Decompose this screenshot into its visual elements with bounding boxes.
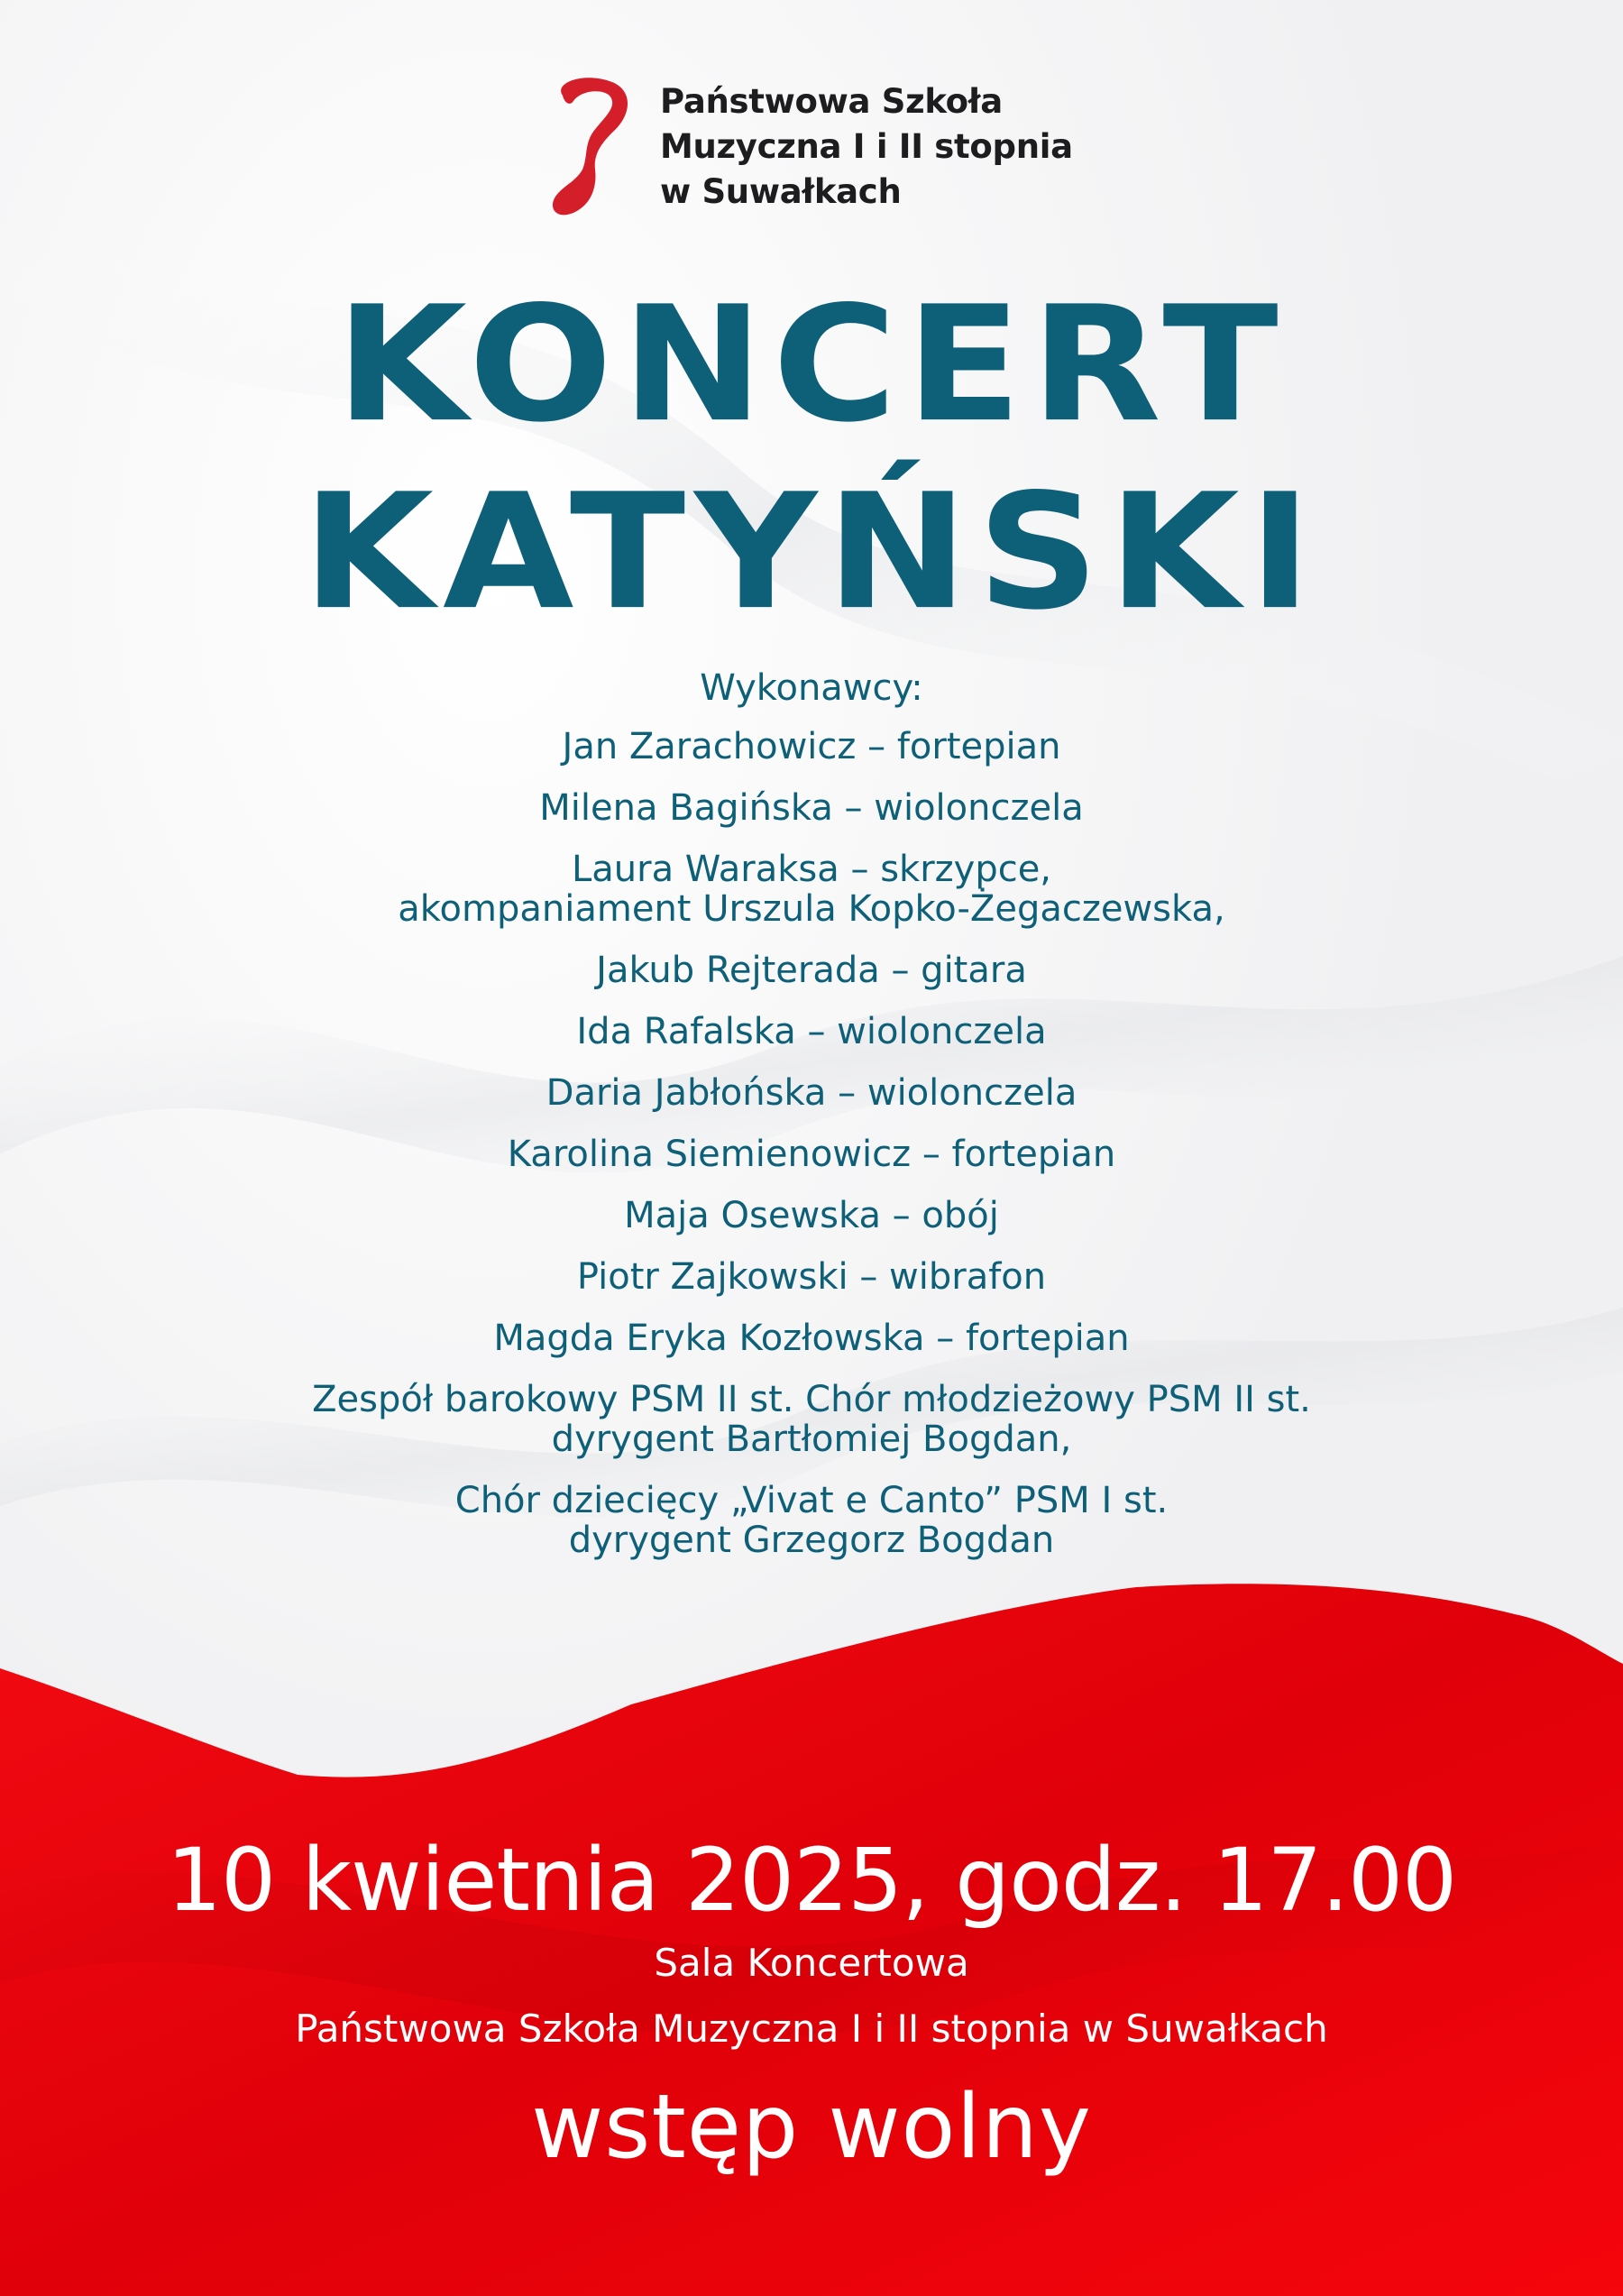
performer-line: Karolina Siemienowicz – fortepian — [507, 1134, 1116, 1175]
school-name-line: Muzyczna I i II stopnia — [660, 127, 1073, 166]
performer-line: Zespół barokowy PSM II st. Chór młodzieżowy PSM II st. — [312, 1379, 1311, 1420]
concert-title-line-2: KATYŃSKI — [302, 459, 1321, 646]
school-name — [660, 79, 1073, 215]
performer-line: Ida Rafalska – wiolonczela — [576, 1011, 1047, 1052]
performers-list — [0, 666, 1623, 1582]
performer-line: Milena Bagińska – wiolonczela — [539, 787, 1084, 829]
performer-line: akompaniament Urszula Kopko-Żegaczewska, — [398, 888, 1225, 930]
performer-item — [0, 1380, 1623, 1459]
performer-line: dyrygent Bartłomiej Bogdan, — [551, 1419, 1072, 1460]
performer-line: dyrygent Grzegorz Bogdan — [568, 1520, 1055, 1561]
performer-item — [0, 1073, 1623, 1113]
music-note-icon — [546, 76, 633, 216]
event-school: Państwowa Szkoła Muzyczna I i II stopnia w Suwałkach — [295, 2007, 1328, 2051]
performer-line: Magda Eryka Kozłowska – fortepian — [493, 1318, 1130, 1359]
admission-note: wstęp wolny — [531, 2076, 1092, 2179]
performer-item — [0, 850, 1623, 929]
performer-line: Daria Jabłońska – wiolonczela — [546, 1072, 1077, 1114]
performer-item — [0, 1012, 1623, 1052]
concert-title-line-1: KONCERT — [335, 271, 1288, 458]
school-name-line: w Suwałkach — [660, 172, 902, 211]
performer-item — [0, 727, 1623, 767]
performer-line: Maja Osewska – obój — [624, 1195, 999, 1236]
performer-item — [0, 1196, 1623, 1235]
performers-heading: Wykonawcy: — [700, 667, 923, 709]
performer-item — [0, 788, 1623, 828]
event-date: 10 kwietnia 2025, godz. 17.00 — [166, 1830, 1457, 1931]
event-venue: Sala Koncertowa — [654, 1941, 969, 1985]
performer-item — [0, 951, 1623, 990]
performer-line: Chór dziecięcy „Vivat e Canto” PSM I st. — [454, 1480, 1169, 1521]
performer-item — [0, 1257, 1623, 1297]
performer-line: Jan Zarachowicz – fortepian — [562, 726, 1061, 767]
school-logo — [546, 76, 1087, 220]
performer-item — [0, 1134, 1623, 1174]
performer-item — [0, 1481, 1623, 1560]
performer-line: Piotr Zajkowski – wibrafon — [576, 1256, 1047, 1298]
performer-item — [0, 1318, 1623, 1358]
performer-line: Laura Waraksa – skrzypce, — [571, 849, 1052, 890]
performer-line: Jakub Rejterada – gitara — [596, 950, 1027, 991]
school-name-line: Państwowa Szkoła — [660, 82, 1003, 121]
